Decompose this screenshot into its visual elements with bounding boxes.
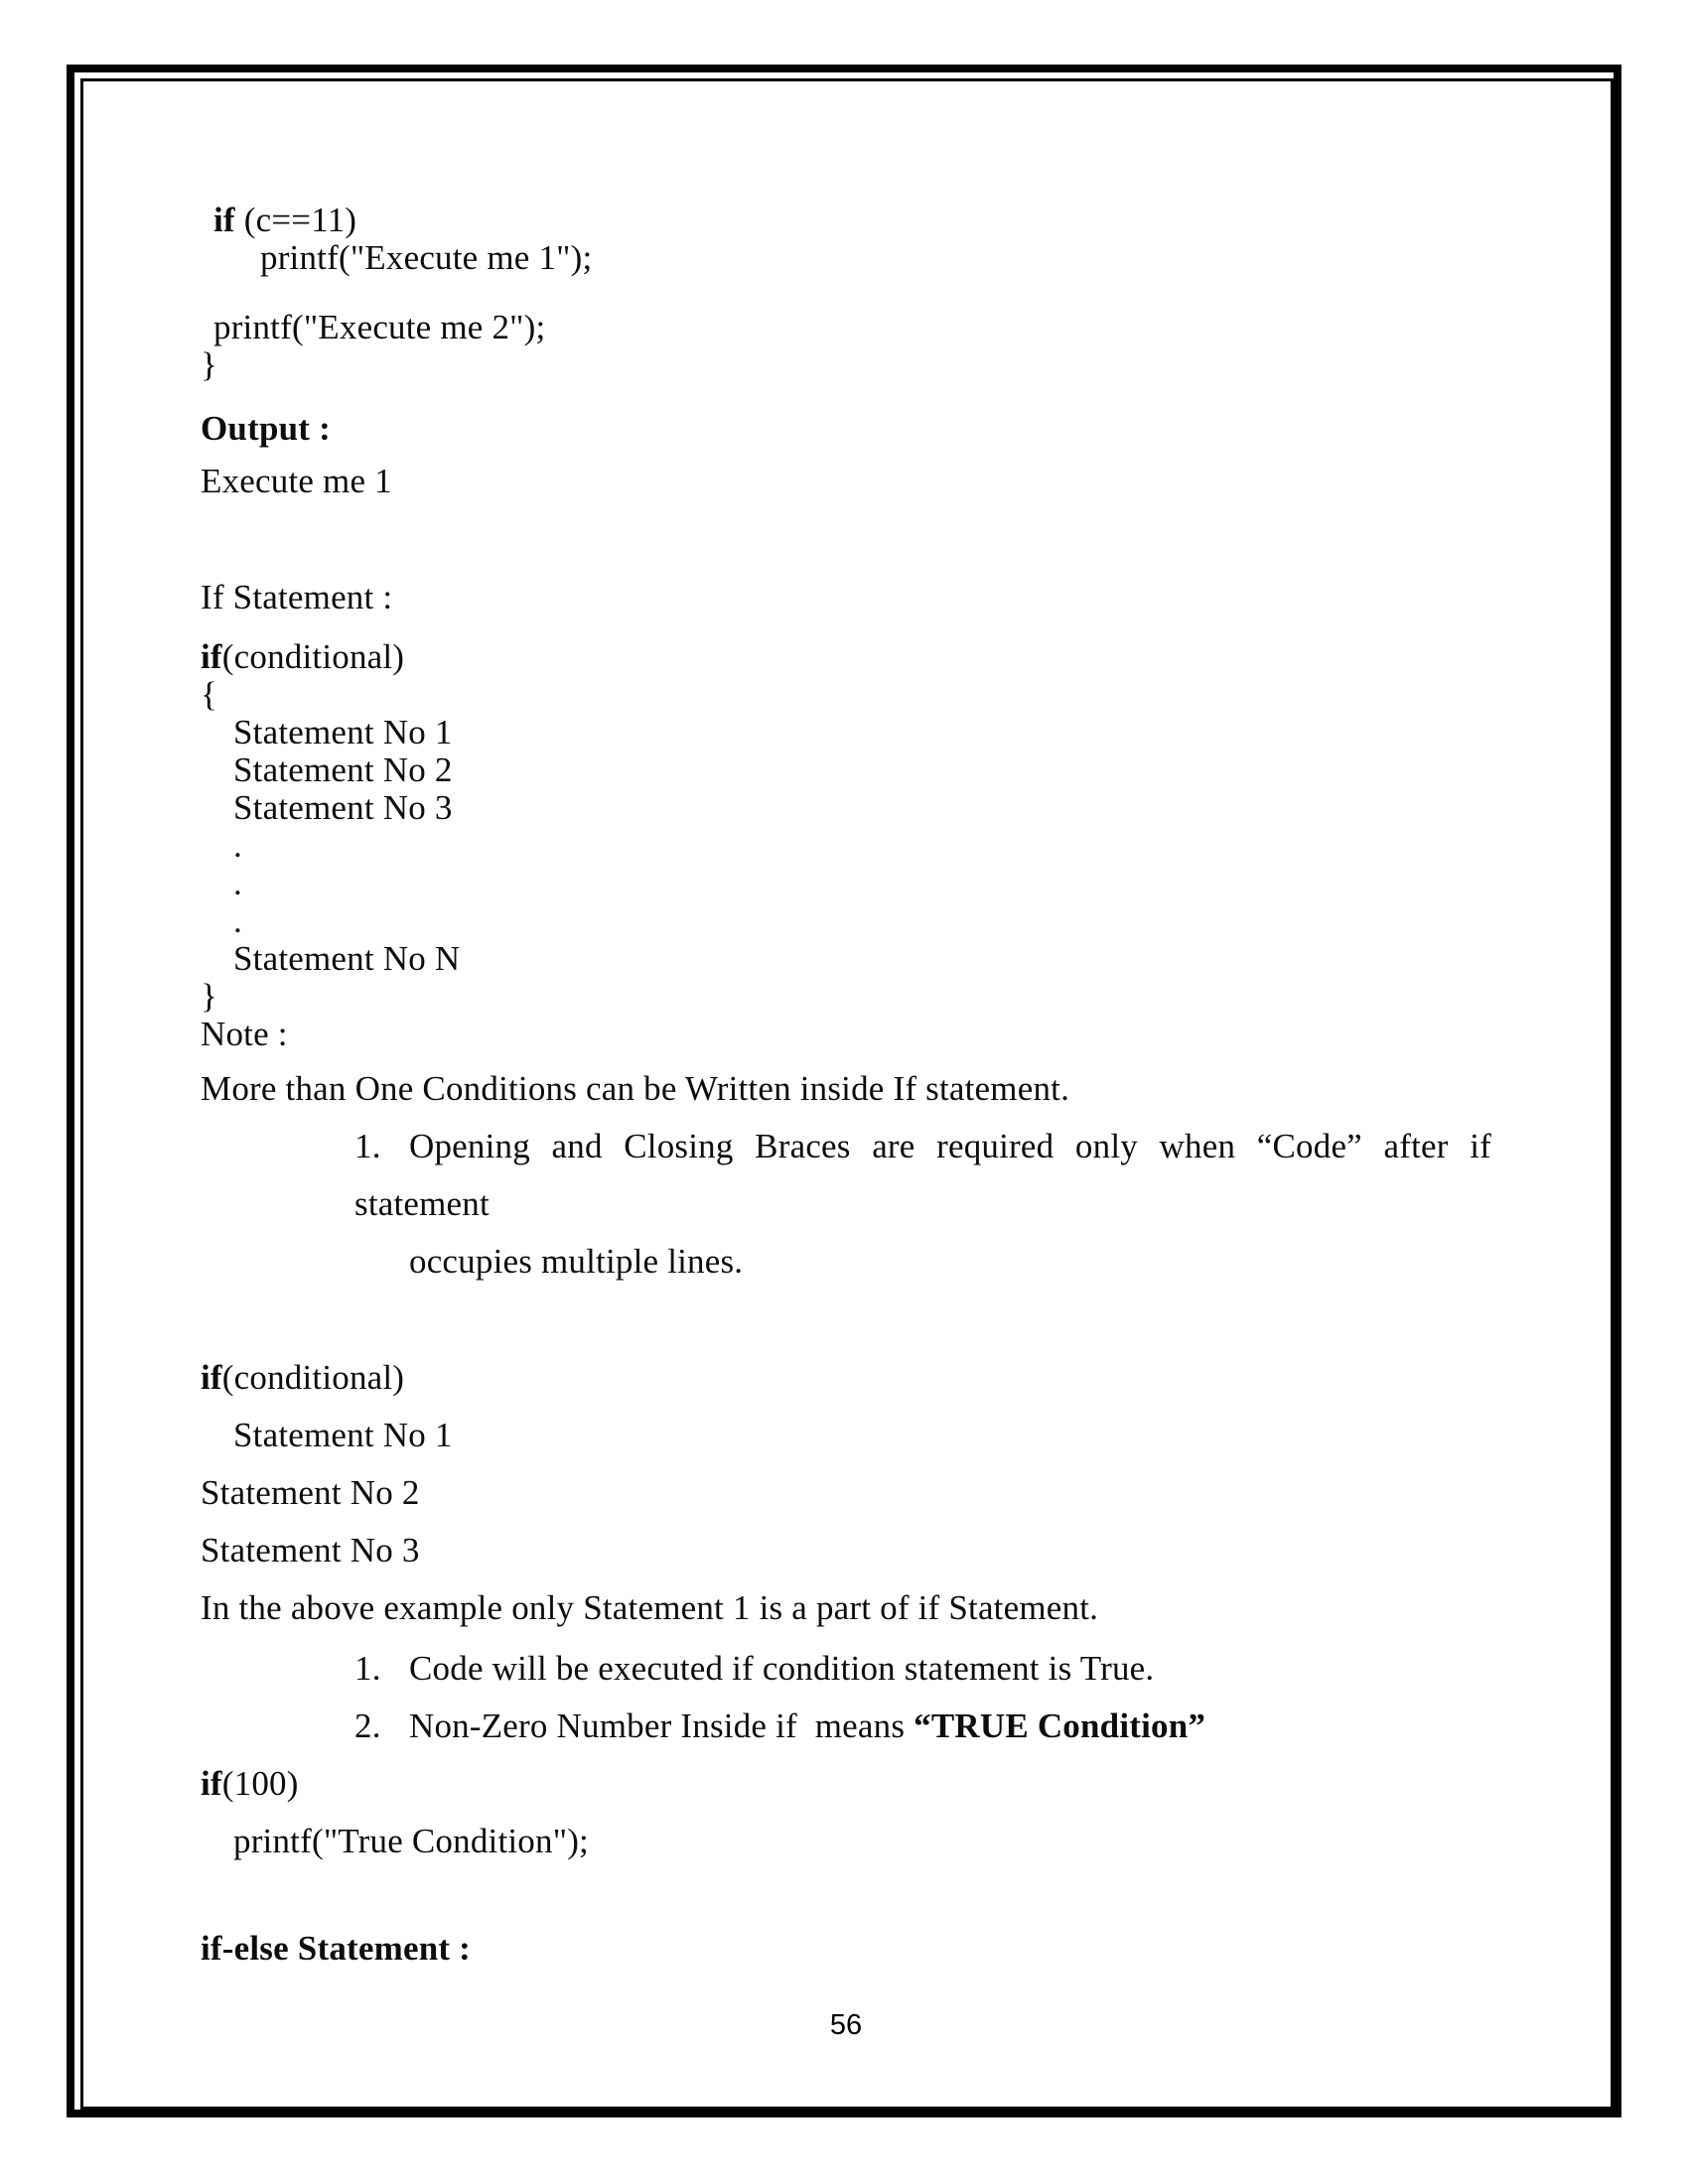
code-line-statement-2 (201, 751, 1491, 789)
text-run: . (233, 864, 242, 902)
code-line-statement-3b (201, 1522, 1491, 1579)
code-line-dot-2 (201, 865, 1491, 902)
text-run: In the above example only Statement 1 is a part of if Statement. (201, 1588, 1099, 1627)
text-run: } (201, 345, 217, 384)
code-line-if-conditional-2 (201, 1349, 1491, 1407)
code-line-if-c-11 (201, 202, 1491, 239)
text-run: “TRUE Condition” (914, 1706, 1206, 1745)
code-line-if-conditional (201, 638, 1491, 676)
list-item-1-line-2 (201, 1233, 1491, 1291)
explanation-text (201, 1579, 1491, 1637)
code-line-statement-1 (201, 714, 1491, 751)
list-item-code-executed (201, 1640, 1491, 1698)
text-run: . (233, 826, 242, 865)
document-body (201, 202, 1491, 1978)
text-run: { (201, 675, 217, 714)
text-run: Statement No 3 (201, 1531, 420, 1570)
code-line-statement-1b (201, 1407, 1491, 1464)
text-run: Statement No 2 (233, 751, 453, 789)
heading-note (201, 1016, 1491, 1053)
text-run: if (201, 1358, 222, 1397)
text-run: More than One Conditions can be Written inside If statement. (201, 1069, 1070, 1108)
code-line-printf-execute-1 (201, 239, 1491, 277)
code-line-statement-n (201, 940, 1491, 978)
text-run: (conditional) (221, 637, 405, 676)
text-run: if (201, 1764, 222, 1803)
text-run: if (213, 201, 235, 239)
code-line-dot-3 (201, 902, 1491, 940)
text-run: (100) (221, 1764, 299, 1803)
text-run: Non-Zero Number Inside if means (409, 1706, 914, 1745)
text-run: Execute me 1 (201, 462, 392, 500)
code-line-closing-brace (201, 346, 1491, 384)
text-run: if (201, 637, 222, 676)
code-line-printf-execute-2 (201, 309, 1491, 346)
code-line-printf-true (201, 1813, 1491, 1870)
code-line-statement-3 (201, 789, 1491, 827)
text-run: Statement No 1 (233, 1416, 453, 1454)
note-text (201, 1060, 1491, 1118)
code-line-open-brace (201, 676, 1491, 714)
text-run: occupies multiple lines. (409, 1242, 744, 1281)
list-number: 1. (354, 1127, 381, 1165)
text-run: (c==11) (234, 201, 357, 239)
page-number: 56 (829, 2009, 863, 2041)
list-item-1-line-1 (201, 1118, 1491, 1233)
text-run: } (201, 977, 217, 1016)
heading-if-statement (201, 579, 1491, 616)
list-item-non-zero (201, 1698, 1491, 1755)
text-run: Code will be executed if condition statement is True. (409, 1649, 1155, 1688)
code-line-close-brace (201, 978, 1491, 1016)
text-run: printf("True Condition"); (233, 1822, 589, 1860)
heading-if-else (201, 1920, 1491, 1978)
text-run: Opening and Closing Braces are required only when “Code” after if statement (354, 1127, 1491, 1223)
output-text (201, 463, 1491, 500)
code-line-statement-2b (201, 1464, 1491, 1522)
code-line-dot-1 (201, 827, 1491, 865)
text-run: (conditional) (221, 1358, 405, 1397)
text-run: Statement No 3 (233, 788, 453, 827)
text-run: If Statement : (201, 578, 393, 616)
text-run: if-else Statement : (201, 1929, 472, 1968)
text-run: Note : (201, 1015, 288, 1053)
list-number: 2. (354, 1706, 381, 1745)
text-run: Statement No 1 (233, 713, 453, 751)
list-number: 1. (354, 1649, 381, 1688)
text-run: . (233, 901, 242, 940)
text-run: Statement No 2 (201, 1473, 420, 1512)
text-run: Output : (201, 409, 331, 448)
text-run: Statement No N (233, 939, 461, 978)
text-run: printf("Execute me 2"); (213, 308, 546, 346)
code-line-if-100 (201, 1755, 1491, 1813)
heading-output (201, 410, 1491, 448)
text-run: printf("Execute me 1"); (260, 238, 593, 277)
